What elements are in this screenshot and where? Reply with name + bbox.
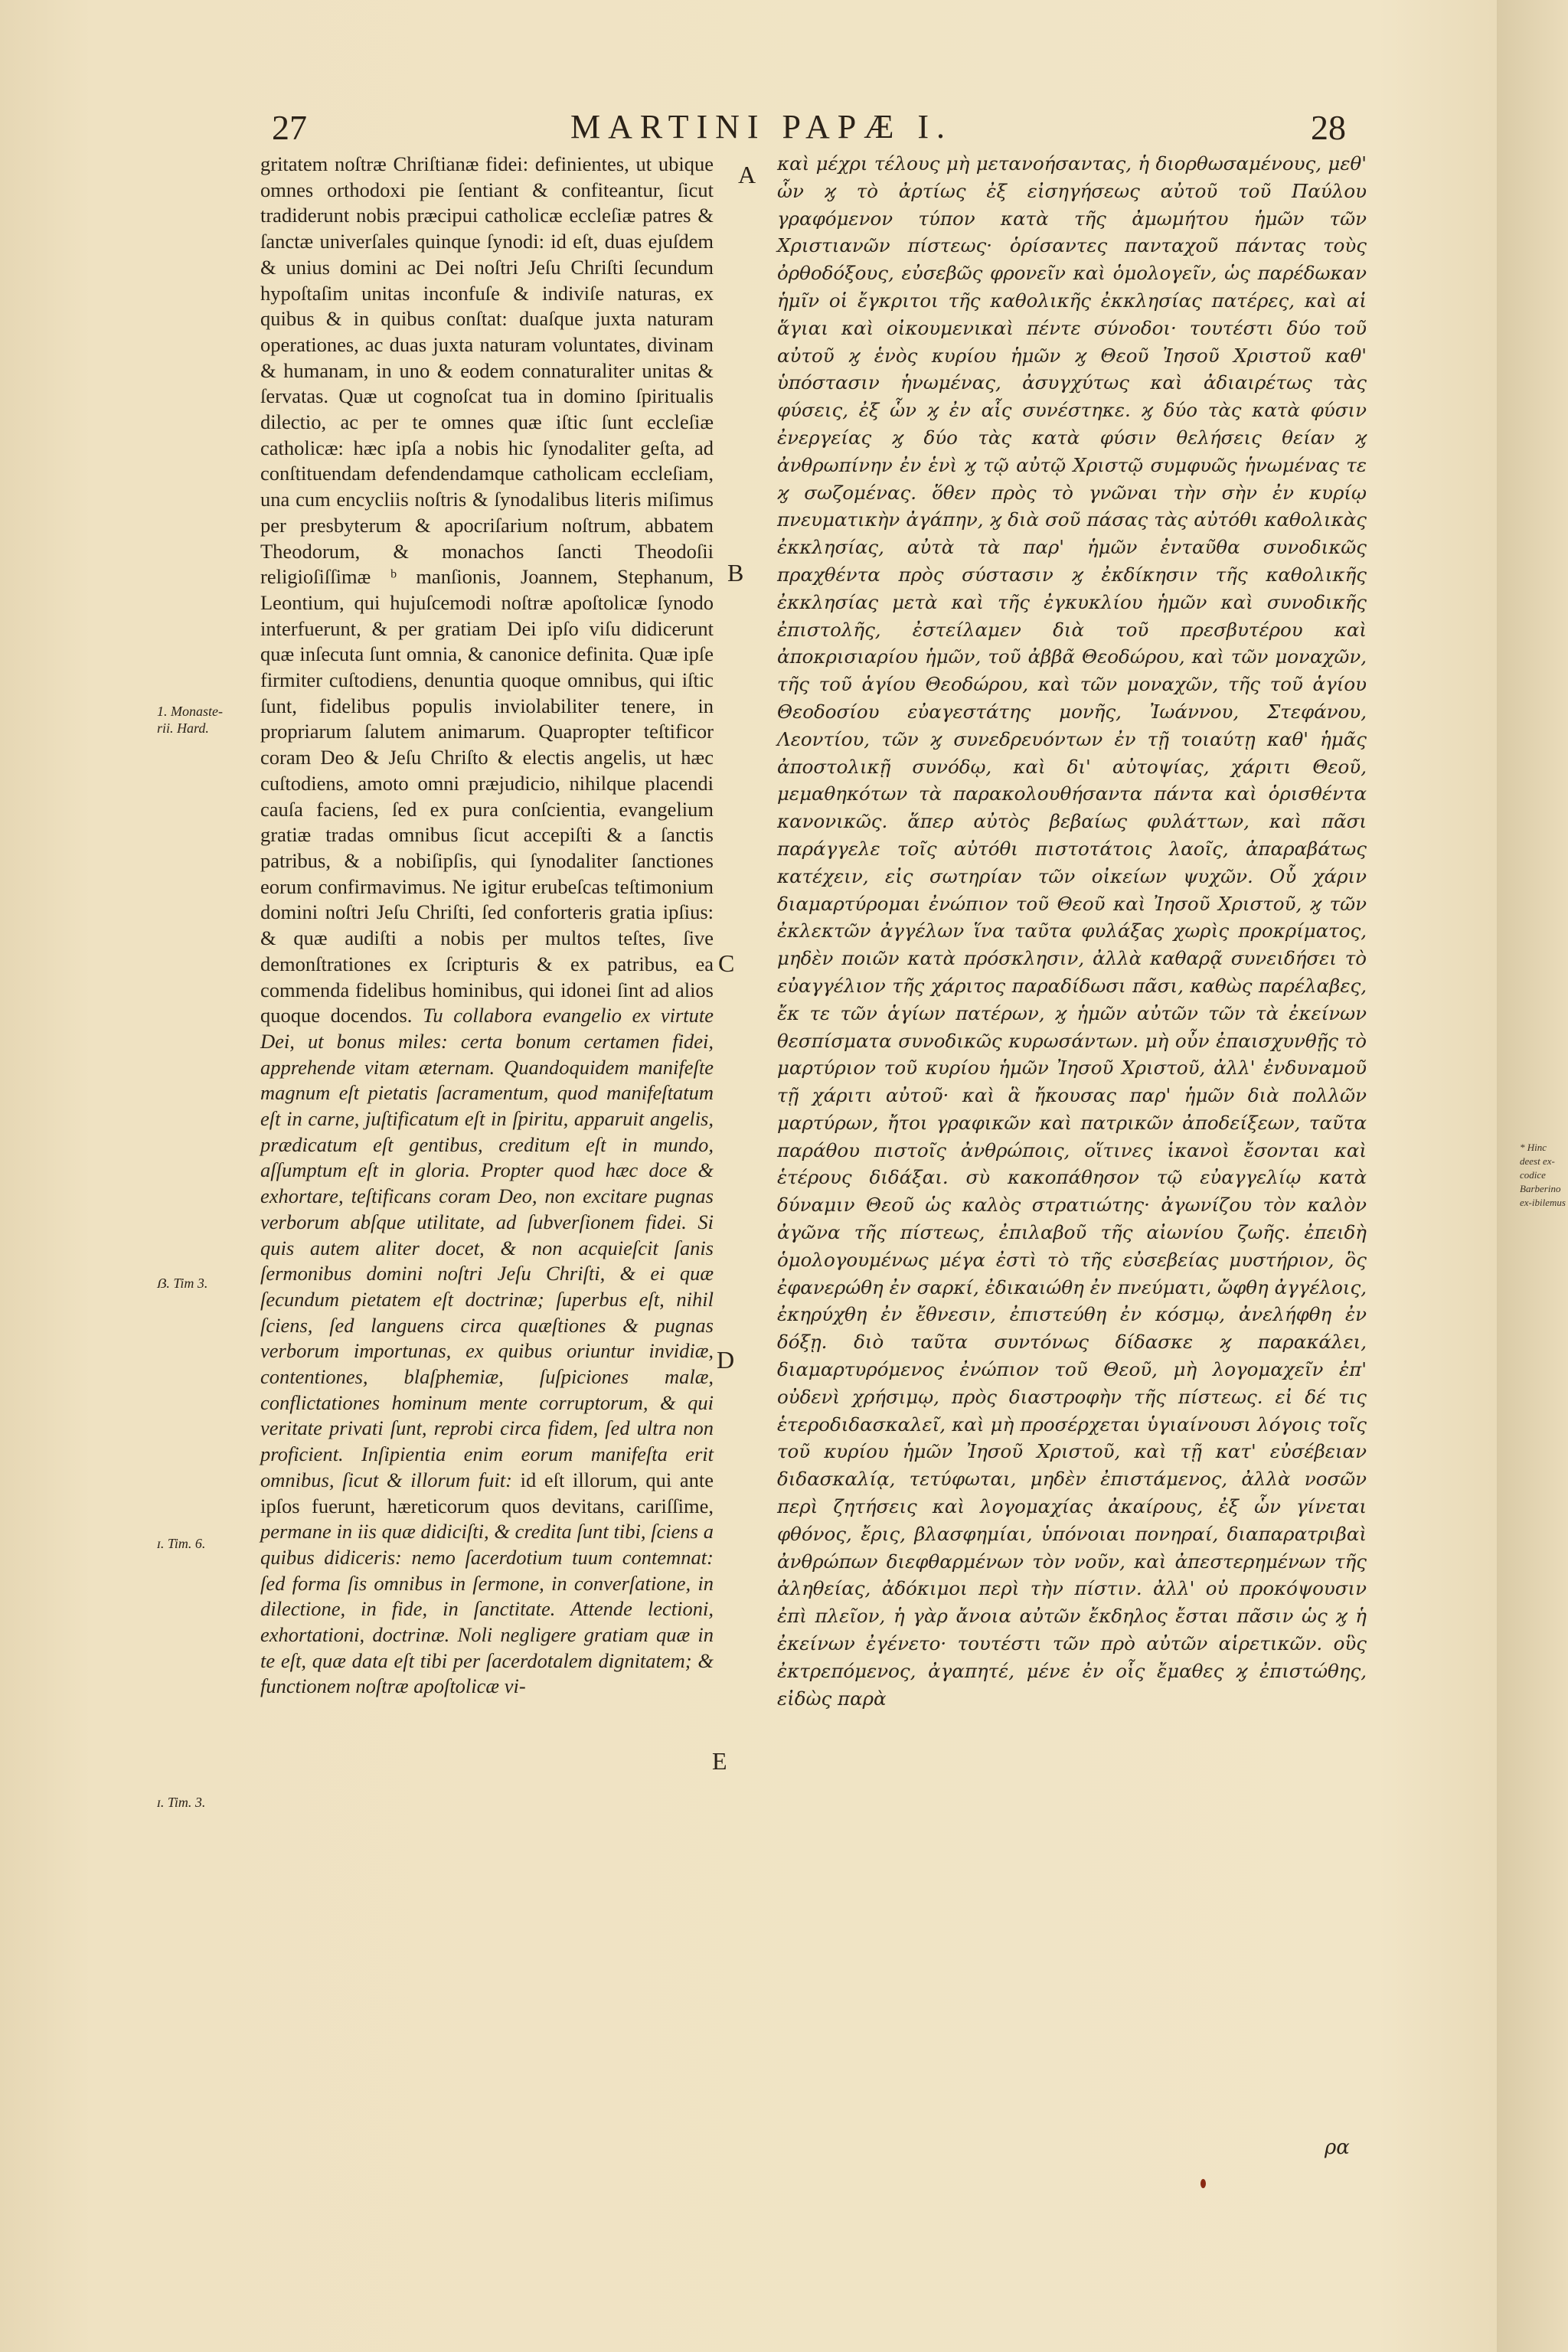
section-marker-e: E [712,1747,727,1775]
section-marker-d: D [717,1346,735,1374]
margin-note-tim6: ɪ. Tim. 6. [157,1536,206,1551]
running-title: MARTINI PAPÆ I. [570,108,953,145]
latin-quotation: Tu collabora evangelio ex virtute Dei, ut bonus miles: certa bonum certamen fidei, apprehende vitam æternam. Quandoquidem manifeſte magnum eſt pietatis ſacramentum, quod manifeſtatum eſt in carne, juſtificatum eſt in ſpiritu, apparuit angelis, prædicatum eſt gentibus, creditum eſt in mundo, aſſumptum eſt in gloria. Propter quod hæc doce & exhortare, teſtificans coram Deo, non excitare pugnas verborum abſque utilitate, ad ſubverſionem fidei. Si quis autem aliter docet, & non acquieſcit ſanis ſermonibus domini noſtri Jeſu Chriſti, & ei quæ ſecundum pietatem eſt doctrinæ; ſuperbus eſt, nihil ſciens, ſed languens circa quæſtiones & pugnas verborum importunas, ex quibus oriuntur invidiæ, contentiones, blaſphemiæ, ſuſpiciones malæ, conflictationes hominum mente corruptorum, & qui veritate privati ſunt, reprobi circa fidem, ſed ultra non proficient. Inſipientia enim eorum manifeſta erit omnibus, ſicut & illorum fuit: [260,1004,714,1491]
margin-note-tim3: ẞ. Tim 3. [157,1276,208,1291]
section-marker-a: A [738,161,756,188]
section-marker-c: C [718,949,735,977]
latin-column [260,152,714,1700]
right-margin-note: * Hinc deest ex-codice Barberino ex-ibilemus [1520,1142,1566,1208]
greek-paragraph: καὶ μέχρι τέλους μὴ μετανοήσαντας, ἡ διορθωσαμένους, μεθ' ὧν ϗ τὸ ἀρτίως ἐξ εἰσηγήσεως αὐτοῦ τοῦ Παύλου γραφόμενον τύπον κατὰ τῆς ἀμωμήτου ἡμῶν τῶν Χριστιανῶν πίστεως· ὁρίσαντες πανταχοῦ πάντας τοὺς ὀρθοδόξους, εὐσεβῶς φρονεῖν καὶ ὁμολογεῖν, ὡς παρέδωκαν ἡμῖν οἱ ἔγκριτοι τῆς καθολικῆς ἐκκλησίας πατέρες, καὶ αἱ ἅγιαι καὶ οἰκουμενικαὶ πέντε σύνοδοι· τουτέστι δύο τοῦ αὐτοῦ ϗ ἑνὸς κυρίου ἡμῶν ϗ Θεοῦ Ἰησοῦ Χριστοῦ καθ' ὑπόστασιν ἡνωμένας, ἀσυγχύτως καὶ ἀδιαιρέτως τὰς φύσεις, ἐξ ὧν ϗ ἐν αἷς συνέστηκε. ϗ δύο τὰς κατὰ φύσιν ἐνεργείας ϗ δύο τὰς κατὰ φύσιν θελήσεις θείαν ϗ ἀνθρωπίνην ἐν ἑνὶ ϗ τῷ αὐτῷ Χριστῷ συμφυῶς ἡνωμένας τε ϗ σωζομένας. ὅθεν πρὸς τὸ γνῶναι τὴν σὴν ἐν κυρίῳ πνευματικὴν ἀγάπην, ϗ διὰ σοῦ πάσας τὰς αὐτόθι καθολικὰς ἐκκλησίας, αὐτὰ τὰ παρ' ἡμῶν ἐνταῦθα συνοδικῶς πραχθέντα πρὸς σύστασιν ϗ ἐκδίκησιν τῆς καθολικῆς ἐκκλησίας μετὰ καὶ τῆς ἐγκυκλίου ἡμῶν καὶ συνοδικῆς ἐπιστολῆς, ἐστείλαμεν διὰ τοῦ πρεσβυτέρου καὶ ἀποκρισιαρίου ἡμῶν, τοῦ ἀββᾶ Θεοδώρου, καὶ τῶν μοναχῶν, τῆς τοῦ ἁγίου Θεοδώρου, καὶ τῶν μοναχῶν, τῆς τοῦ ἁγίου Θεοδοσίου εὐαγεστάτης μονῆς, Ἰωάννου, Στεφάνου, Λεοντίου, τῶν ϗ συνεδρευόντων ἐν τῇ τοιαύτῃ καθ' ἡμᾶς ἀποστολικῇ συνόδῳ, καὶ δι' αὐτοψίας, χάριτι Θεοῦ, μεμαθηκότων τὰ παρακολουθήσαντα πάντα καὶ ὁρισθέντα κανονικῶς. ἅπερ αὐτὸς βεβαίως φυλάττων, καὶ πᾶσι παράγγελε τοῖς αὐτόθι πιστοτάτοις λαοῖς, ἀπαραβάτως κατέχειν, εἰς σωτηρίαν τῶν οἰκείων ψυχῶν. Οὗ χάριν διαμαρτύρομαι ἐνώπιον τοῦ Θεοῦ καὶ Ἰησοῦ Χριστοῦ, ϗ τῶν ἐκλεκτῶν ἀγγέλων ἵνα ταῦτα φυλάξας χωρὶς προκρίματος, μηδὲν ποιῶν κατὰ πρόσκλησιν, ἀλλὰ καθαρᾷ συνειδήσει τὸ εὐαγγέλιον τῆς χάριτος παραδίδωσι πᾶσι, καθὼς παρέλαβες, ἔκ τε τῶν ἁγίων πατέρων, ϗ ἡμῶν αὐτῶν τῶν τὰ ἐκείνων θεσπίσματα συνοδικῶς κυρωσάντων. μὴ οὖν ἐπαισχυνθῇς τὸ μαρτύριον τοῦ κυρίου ἡμῶν Ἰησοῦ Χριστοῦ, ἀλλ' ἐνδυναμοῦ τῇ χάριτι αὐτοῦ· καὶ ἃ ἤκουσας παρ' ἡμῶν διὰ πολλῶν μαρτύρων, ἤτοι γραφικῶν καὶ πατρικῶν ἀποδείξεων, ταῦτα παράθου πιστοῖς ἀνθρώποις, οἵτινες ἱκανοὶ ἔσονται καὶ ἑτέρους διδάξαι. σὺ κακοπάθησον τῷ εὐαγγελίῳ κατὰ δύναμιν Θεοῦ ὡς καλὸς στρατιώτης· ἀγωνίζου τὸν καλὸν ἀγῶνα τῆς πίστεως, ἐπιλαβοῦ τῆς αἰωνίου ζωῆς. ἐπειδὴ ὁμολογουμένως μέγα ἐστὶ τὸ τῆς εὐσεβείας μυστήριον, ὃς ἐφανερώθη ἐν σαρκί, ἐδικαιώθη ἐν πνεύματι, ὤφθη ἀγγέλοις, ἐκηρύχθη ἐν ἔθνεσιν, ἐπιστεύθη ἐν κόσμῳ, ἀνελήφθη ἐν δόξῃ. διὸ ταῦτα συντόνως δίδασκε ϗ παρακάλει, διαμαρτυρόμενος ἐνώπιον τοῦ Θεοῦ, μὴ λογομαχεῖν ἐπ' οὐδενὶ χρήσιμῳ, πρὸς διαστροφὴν τῆς πίστεως. εἰ δέ τις ἑτεροδιδασκαλεῖ, καὶ μὴ προσέρχεται ὑγιαίνουσι λόγοις τοῖς τοῦ κυρίου ἡμῶν Ἰησοῦ Χριστοῦ, καὶ τῇ κατ' εὐσέβειαν διδασκαλίᾳ, τετύφωται, μηδὲν ἐπιστάμενος, ἀλλὰ νοσῶν περὶ ζητήσεις καὶ λογομαχίας ἀκαίρους, ἐξ ὧν γίνεται φθόνος, ἔρις, βλασφημίαι, ὑπόνοιαι πονηραί, διαπαρατριβαὶ ἀνθρώπων διεφθαρμένων τὸν νοῦν, καὶ ἀπεστερημένων τῆς ἀληθείας, ἀδόκιμοι περὶ τὴν πίστιν. ἀλλ' οὐ προκόψουσιν ἐπὶ πλεῖον, ἡ γὰρ ἄνοια αὐτῶν ἔκδηλος ἔσται πᾶσιν ὡς ϗ ἡ ἐκείνων ἐγένετο· τουτέστι τῶν πρὸ αὐτῶν αἱρετικῶν. οὓς ἐκτρεπόμενος, ἀγαπητέ, μένε ἐν οἷς ἔμαθες ϗ ἐπιστώθης, εἰδὼς παρὰ [777,152,1367,1710]
page-number-left: 27 [272,108,307,147]
catchword: ρα [1325,2136,1350,2159]
latin-paragraph-1: gritatem noſtræ Chriſtianæ fidei: definientes, ut ubique omnes orthodoxi pie ſentiant & confiteantur, ſicut tradiderunt nobis præcipui catholicæ eccleſiæ patres & ſanctæ univerſales quinque ſynodi: id eſt, duas ejuſdem & unius domini ac Dei noſtri Jeſu Chriſti ſecundum hypoſtaſim unitas inconfuſe & indiviſe naturas, ex quibus & in quibus conſtat: duaſque juxta naturam operationes, ac duas juxta naturam voluntates, divinam & humanam, in uno & eodem connaturaliter unitas & ſervatas. Quæ ut cognoſcat tua in domino ſpiritualis dilectio, ac per te omnes quæ iſtic ſunt eccleſiæ catholicæ: hæc ipſa a nobis hic ſynodaliter geſta, ad conſtituendam defendendamque catholicam eccleſiam, una cum encycliis noſtris & ſynodalibus literis miſimus per presbyterum & apocriſarium noſtrum, abbatem Theodorum, & monachos ſancti Theodoſii religioſiſſimæ ᵇ manſionis, Joannem, Stephanum, Leontium, qui hujuſcemodi noſtræ apoſtolicæ ſynodo interfuerunt, & per gratiam Dei ipſo viſu didicerunt quæ inſecuta ſunt omnia, & canonice definita. Quæ ipſe firmiter cuſtodiens, denuntia quoque omnibus, qui iſtic ſunt, fidelibus populis inviolabiliter tenere, in propriarum ſalutem animarum. Quapropter teſtificor coram Deo & Jeſu Chriſto & electis angelis, ut hæc cuſtodiens, amoto omni præjudicio, nihilque placendi cauſa faciens, ſed ex pura conſcientia, evangelium gratiæ tradas omnibus ſicut accepiſti & a ſanctis patribus, & a nobiſipſis, qui ſynodaliter ſanctiones eorum confirmavimus. Ne igitur erubeſcas teſtimonium domini noſtri Jeſu Chriſti, ſed conforteris gratia ipſius: & quæ audiſti a nobis per multos teſtes, ſive demonſtrationes ex ſcripturis & ex patribus, ea commenda fidelibus hominibus, qui idonei ſint ad alios quoque docendos. [260,152,714,1027]
greek-column [777,150,1367,1712]
latin-quotation-2: permane in iis quæ didiciſti, & credita ſunt tibi, ſciens a quibus didiceris: nemo ſacerdotium tuum contemnat: ſed forma ſis omnibus in ſermone, in converſatione, in dilectione, in fide, in ſanctitate. Attende lectioni, exhortationi, doctrinæ. Noli negligere gratiam quæ in te eſt, quæ data eſt tibi per ſacerdotalem dignitatem; & functionem noſtræ apoſtolicæ vi- [260,1520,714,1698]
margin-note-tim3b: ɪ. Tim. 3. [157,1795,206,1810]
section-marker-b: B [727,559,744,586]
page-number-right: 28 [1311,108,1346,147]
latin-paragraph-2: id eſt illorum, qui ante ipſos fuerunt, hæreticorum quos devitans, cariſſime, [260,1468,714,1517]
margin-note-monasterii: 1. Monaste- rii. Hard. [157,704,223,736]
ink-mark [1200,2179,1206,2188]
